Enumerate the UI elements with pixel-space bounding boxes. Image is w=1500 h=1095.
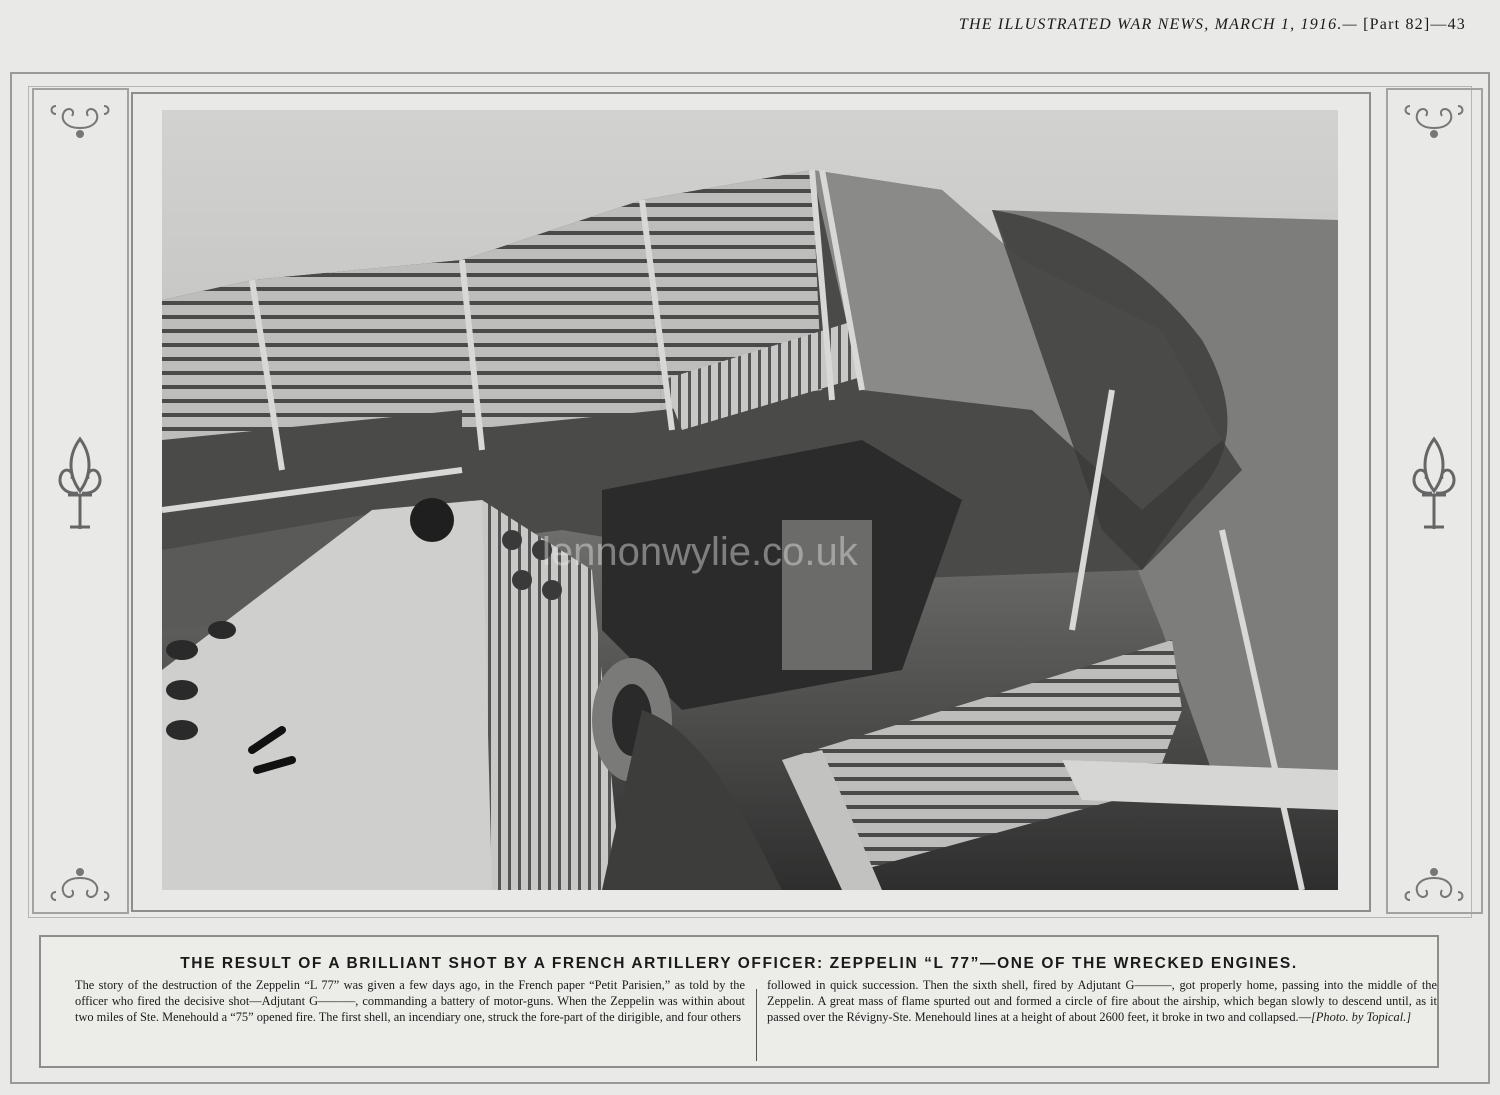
caption-right-text: followed in quick succession. Then the sixth shell, fired by Adjutant G———, got properly home, passing into the middle of the Zeppelin. A great mass of flame spurted out and formed a circle of fire about the airship, which began slowly to descend until, as it passed over the Révigny-Ste. Menehould lines at a height of about 2600 feet, it broke in two and collapsed.— <box>767 978 1437 1024</box>
caption-right-column <box>767 977 1437 1025</box>
column-divider <box>756 989 757 1061</box>
wreckage-illustration <box>162 110 1338 890</box>
right-ornament-band <box>1386 88 1483 914</box>
running-head-title: THE ILLUSTRATED WAR NEWS, MARCH 1, 1916.— <box>958 16 1358 33</box>
running-head-part: [Part 82]—43 <box>1363 16 1466 33</box>
scroll-ornament-icon <box>1400 98 1468 142</box>
fleur-de-lis-icon <box>54 435 106 535</box>
scroll-ornament-icon <box>46 864 114 908</box>
photo-watermark: lennonwylie.co.uk <box>542 530 858 574</box>
caption-title: THE RESULT OF A BRILLIANT SHOT BY A FRENCH ARTILLERY OFFICER: ZEPPELIN “L 77”—ONE OF THE WRECKED ENGINES. <box>180 955 1298 972</box>
caption-box <box>39 935 1439 1068</box>
caption-left-column: The story of the destruction of the Zeppelin “L 77” was given a few days ago, in the French paper “Petit Parisien,” as told by the officer who fired the decisive shot—Adjutant G———, commanding a battery of motor-guns. When the Zeppelin was within about two miles of Ste. Menehould a “75” opened fire. The first shell, an incendiary one, struck the fore-part of the dirigible, and four others <box>75 978 745 1024</box>
zeppelin-wreck-photo <box>162 110 1338 890</box>
fleur-de-lis-icon <box>1408 435 1460 535</box>
left-ornament-band <box>32 88 129 914</box>
running-head <box>959 16 1466 34</box>
scroll-ornament-icon <box>1400 864 1468 908</box>
scroll-ornament-icon <box>46 98 114 142</box>
photo-credit: [Photo. by Topical.] <box>1311 1010 1412 1024</box>
